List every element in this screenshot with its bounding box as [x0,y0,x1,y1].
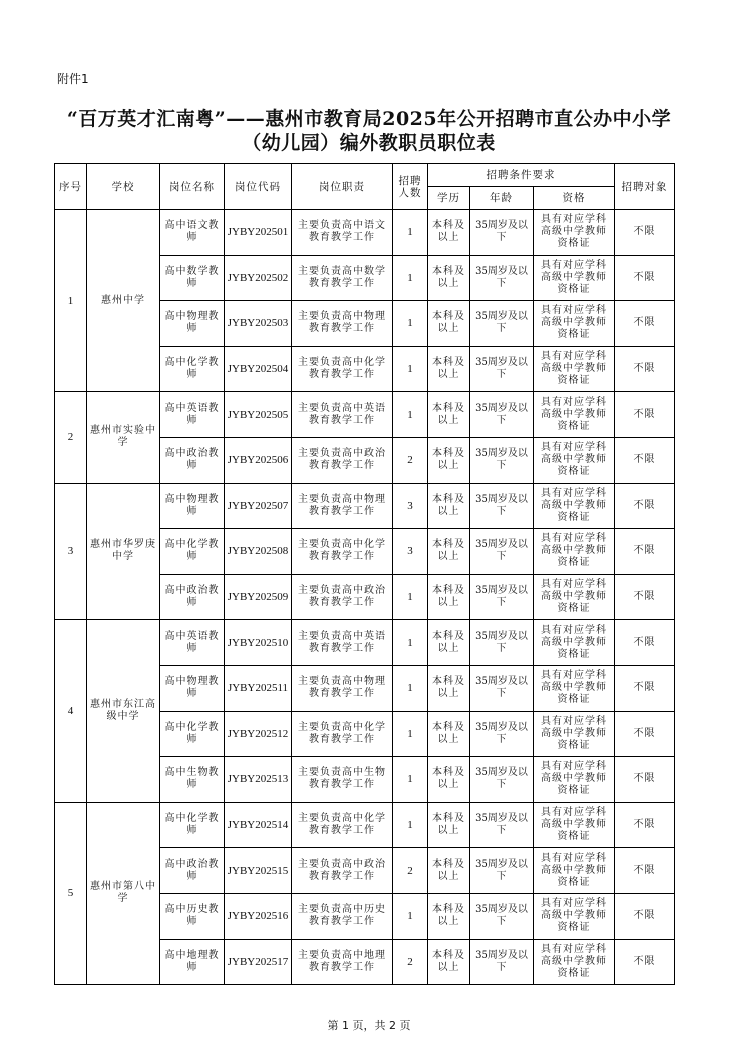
seq-cell: 5 [55,802,87,984]
education-cell: 本科及以上 [428,802,470,848]
position-code-cell: JYBY202511 [225,665,292,711]
position-name-cell: 高中语文教师 [160,210,225,256]
position-code-cell: JYBY202517 [225,939,292,985]
target-cell: 不限 [615,848,675,894]
count-cell: 2 [393,848,428,894]
position-code-cell: JYBY202505 [225,392,292,438]
position-code-cell: JYBY202508 [225,529,292,575]
duty-cell: 主要负责高中生物教育教学工作 [292,757,393,803]
education-cell: 本科及以上 [428,665,470,711]
header-duty: 岗位职责 [292,164,393,210]
position-name-cell: 高中英语教师 [160,620,225,666]
education-cell: 本科及以上 [428,346,470,392]
position-name-cell: 高中政治教师 [160,437,225,483]
position-code-cell: JYBY202513 [225,757,292,803]
age-cell: 35周岁及以下 [470,483,534,529]
position-code-cell: JYBY202501 [225,210,292,256]
position-code-cell: JYBY202507 [225,483,292,529]
count-cell: 1 [393,574,428,620]
positions-table [54,163,675,985]
age-cell: 35周岁及以下 [470,210,534,256]
education-cell: 本科及以上 [428,255,470,301]
seq-cell: 4 [55,620,87,802]
school-cell: 惠州市华罗庚中学 [87,483,160,620]
target-cell: 不限 [615,802,675,848]
education-cell: 本科及以上 [428,848,470,894]
count-cell: 1 [393,757,428,803]
duty-cell: 主要负责高中物理教育教学工作 [292,301,393,347]
position-name-cell: 高中英语教师 [160,392,225,438]
count-cell: 2 [393,437,428,483]
page-footer: 第 1 页，共 2 页 [327,1019,411,1032]
table-row [55,620,675,666]
position-code-cell: JYBY202502 [225,255,292,301]
table-row [55,802,675,848]
position-code-cell: JYBY202512 [225,711,292,757]
count-cell: 1 [393,301,428,347]
duty-cell: 主要负责高中物理教育教学工作 [292,483,393,529]
count-cell: 1 [393,255,428,301]
target-cell: 不限 [615,757,675,803]
count-cell: 2 [393,939,428,985]
duty-cell: 主要负责高中化学教育教学工作 [292,711,393,757]
target-cell: 不限 [615,301,675,347]
school-cell: 惠州中学 [87,210,160,392]
qualification-cell: 具有对应学科高级中学教师资格证 [534,483,615,529]
duty-cell: 主要负责高中数学教育教学工作 [292,255,393,301]
page-title-line2: （幼儿园）编外教职员职位表 [242,132,496,154]
header-position-name: 岗位名称 [160,164,225,210]
seq-cell: 2 [55,392,87,483]
education-cell: 本科及以上 [428,939,470,985]
qualification-cell: 具有对应学科高级中学教师资格证 [534,757,615,803]
header-conditions: 招聘条件要求 [428,164,615,187]
count-cell: 1 [393,346,428,392]
qualification-cell: 具有对应学科高级中学教师资格证 [534,939,615,985]
target-cell: 不限 [615,529,675,575]
target-cell: 不限 [615,346,675,392]
qualification-cell: 具有对应学科高级中学教师资格证 [534,711,615,757]
position-code-cell: JYBY202503 [225,301,292,347]
education-cell: 本科及以上 [428,893,470,939]
age-cell: 35周岁及以下 [470,802,534,848]
position-name-cell: 高中化学教师 [160,529,225,575]
duty-cell: 主要负责高中政治教育教学工作 [292,437,393,483]
count-cell: 1 [393,893,428,939]
age-cell: 35周岁及以下 [470,848,534,894]
position-code-cell: JYBY202510 [225,620,292,666]
duty-cell: 主要负责高中英语教育教学工作 [292,392,393,438]
duty-cell: 主要负责高中历史教育教学工作 [292,893,393,939]
position-code-cell: JYBY202506 [225,437,292,483]
attachment-label: 附件1 [57,72,89,86]
target-cell: 不限 [615,392,675,438]
header-school: 学校 [87,164,160,210]
seq-cell: 3 [55,483,87,620]
education-cell: 本科及以上 [428,210,470,256]
position-name-cell: 高中化学教师 [160,711,225,757]
duty-cell: 主要负责高中地理教育教学工作 [292,939,393,985]
age-cell: 35周岁及以下 [470,346,534,392]
qualification-cell: 具有对应学科高级中学教师资格证 [534,665,615,711]
header-position-code: 岗位代码 [225,164,292,210]
position-name-cell: 高中数学教师 [160,255,225,301]
education-cell: 本科及以上 [428,483,470,529]
qualification-cell: 具有对应学科高级中学教师资格证 [534,255,615,301]
education-cell: 本科及以上 [428,620,470,666]
count-cell: 1 [393,392,428,438]
age-cell: 35周岁及以下 [470,574,534,620]
position-name-cell: 高中政治教师 [160,574,225,620]
age-cell: 35周岁及以下 [470,665,534,711]
count-cell: 1 [393,210,428,256]
age-cell: 35周岁及以下 [470,893,534,939]
qualification-cell: 具有对应学科高级中学教师资格证 [534,346,615,392]
school-cell: 惠州市实验中学 [87,392,160,483]
position-name-cell: 高中历史教师 [160,893,225,939]
education-cell: 本科及以上 [428,529,470,575]
header-qualification: 资格 [534,187,615,210]
qualification-cell: 具有对应学科高级中学教师资格证 [534,848,615,894]
target-cell: 不限 [615,893,675,939]
header-age: 年龄 [470,187,534,210]
duty-cell: 主要负责高中化学教育教学工作 [292,529,393,575]
qualification-cell: 具有对应学科高级中学教师资格证 [534,574,615,620]
education-cell: 本科及以上 [428,301,470,347]
position-name-cell: 高中生物教师 [160,757,225,803]
age-cell: 35周岁及以下 [470,255,534,301]
position-code-cell: JYBY202515 [225,848,292,894]
age-cell: 35周岁及以下 [470,301,534,347]
target-cell: 不限 [615,255,675,301]
seq-cell: 1 [55,210,87,392]
qualification-cell: 具有对应学科高级中学教师资格证 [534,437,615,483]
target-cell: 不限 [615,711,675,757]
age-cell: 35周岁及以下 [470,939,534,985]
position-name-cell: 高中政治教师 [160,848,225,894]
duty-cell: 主要负责高中化学教育教学工作 [292,802,393,848]
target-cell: 不限 [615,574,675,620]
header-education: 学历 [428,187,470,210]
header-count: 招聘人数 [393,164,428,210]
school-cell: 惠州市第八中学 [87,802,160,984]
age-cell: 35周岁及以下 [470,392,534,438]
count-cell: 3 [393,483,428,529]
age-cell: 35周岁及以下 [470,529,534,575]
table-row [55,392,675,438]
target-cell: 不限 [615,620,675,666]
age-cell: 35周岁及以下 [470,757,534,803]
position-name-cell: 高中物理教师 [160,483,225,529]
count-cell: 1 [393,711,428,757]
duty-cell: 主要负责高中政治教育教学工作 [292,848,393,894]
qualification-cell: 具有对应学科高级中学教师资格证 [534,210,615,256]
count-cell: 1 [393,665,428,711]
position-code-cell: JYBY202509 [225,574,292,620]
target-cell: 不限 [615,939,675,985]
duty-cell: 主要负责高中化学教育教学工作 [292,346,393,392]
duty-cell: 主要负责高中英语教育教学工作 [292,620,393,666]
duty-cell: 主要负责高中语文教育教学工作 [292,210,393,256]
qualification-cell: 具有对应学科高级中学教师资格证 [534,802,615,848]
position-name-cell: 高中化学教师 [160,802,225,848]
header-seq: 序号 [55,164,87,210]
education-cell: 本科及以上 [428,711,470,757]
table-row [55,483,675,529]
age-cell: 35周岁及以下 [470,437,534,483]
target-cell: 不限 [615,437,675,483]
target-cell: 不限 [615,210,675,256]
education-cell: 本科及以上 [428,437,470,483]
duty-cell: 主要负责高中政治教育教学工作 [292,574,393,620]
duty-cell: 主要负责高中物理教育教学工作 [292,665,393,711]
target-cell: 不限 [615,665,675,711]
table-row [55,210,675,256]
qualification-cell: 具有对应学科高级中学教师资格证 [534,620,615,666]
position-code-cell: JYBY202516 [225,893,292,939]
age-cell: 35周岁及以下 [470,620,534,666]
header-target: 招聘对象 [615,164,675,210]
education-cell: 本科及以上 [428,757,470,803]
school-cell: 惠州市东江高级中学 [87,620,160,802]
page-title-line1: “百万英才汇南粤”——惠州市教育局2025年公开招聘市直公办中小学 [66,108,672,130]
count-cell: 1 [393,802,428,848]
qualification-cell: 具有对应学科高级中学教师资格证 [534,893,615,939]
position-name-cell: 高中物理教师 [160,301,225,347]
education-cell: 本科及以上 [428,574,470,620]
position-code-cell: JYBY202514 [225,802,292,848]
age-cell: 35周岁及以下 [470,711,534,757]
position-name-cell: 高中物理教师 [160,665,225,711]
position-name-cell: 高中化学教师 [160,346,225,392]
position-name-cell: 高中地理教师 [160,939,225,985]
education-cell: 本科及以上 [428,392,470,438]
qualification-cell: 具有对应学科高级中学教师资格证 [534,529,615,575]
qualification-cell: 具有对应学科高级中学教师资格证 [534,392,615,438]
qualification-cell: 具有对应学科高级中学教师资格证 [534,301,615,347]
count-cell: 1 [393,620,428,666]
target-cell: 不限 [615,483,675,529]
table-body [55,210,675,985]
position-code-cell: JYBY202504 [225,346,292,392]
count-cell: 3 [393,529,428,575]
